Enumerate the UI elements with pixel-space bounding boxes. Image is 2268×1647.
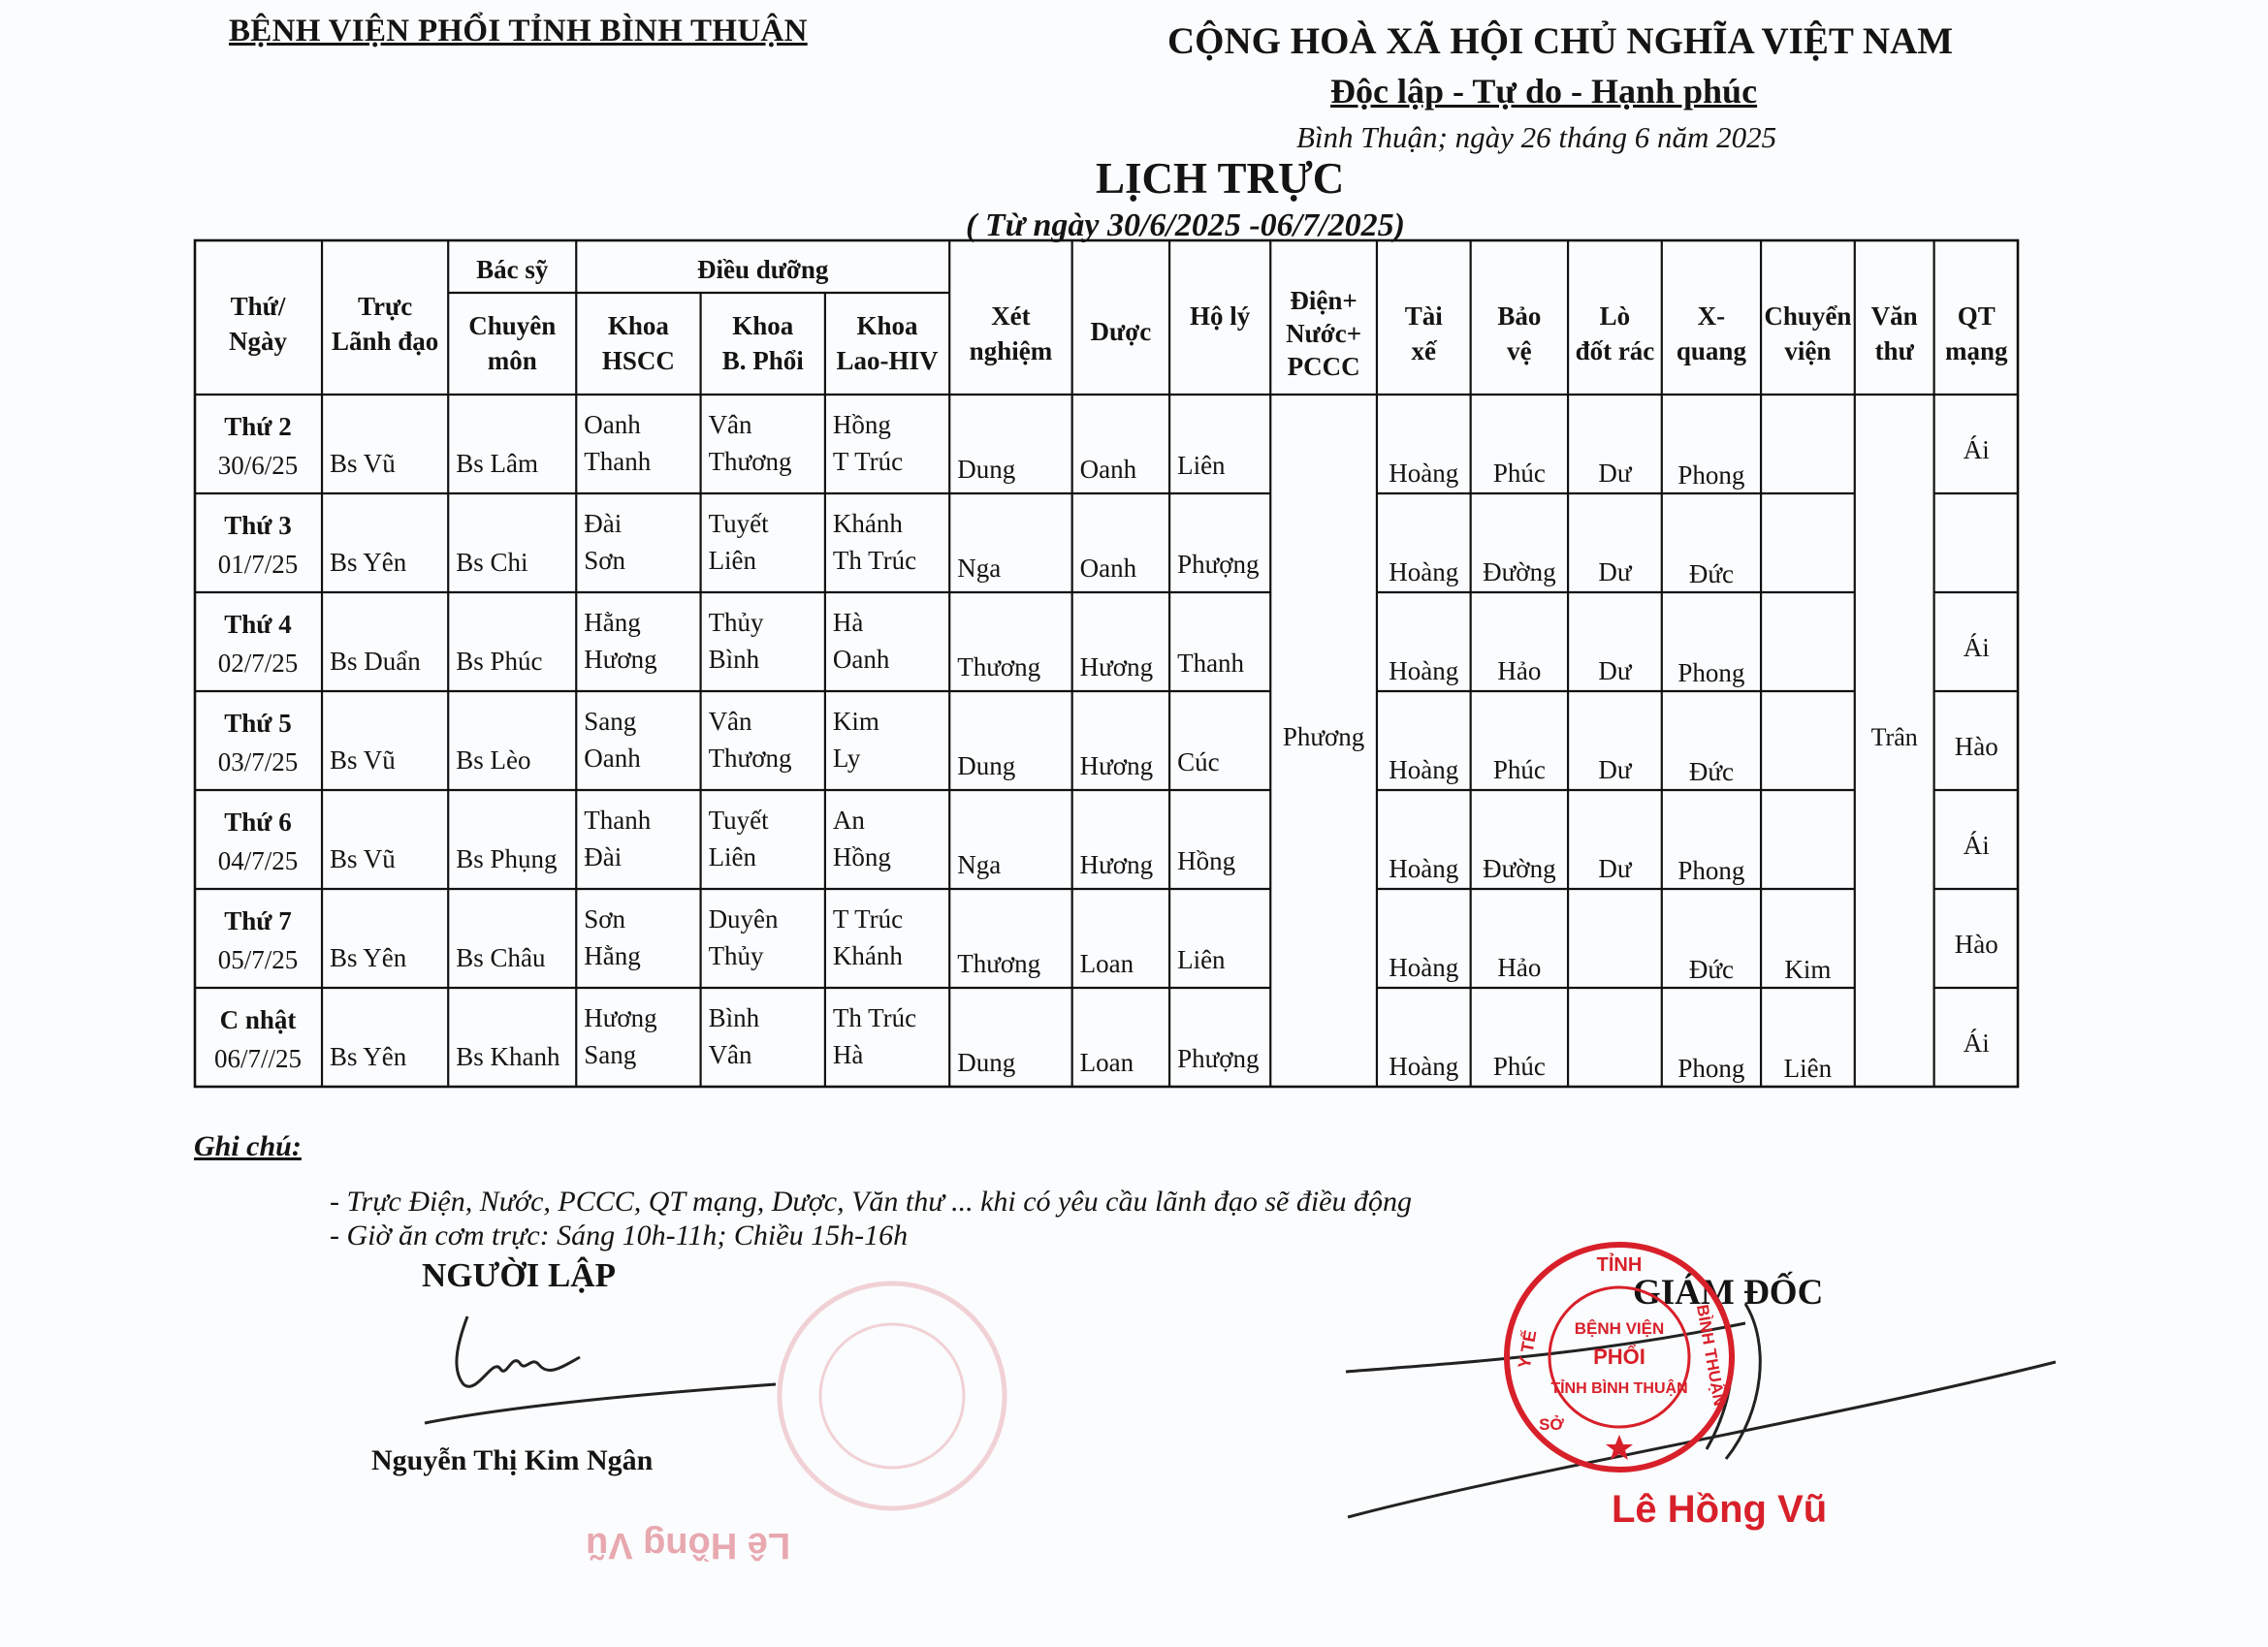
column-header: Điện+ [1290, 286, 1358, 315]
cell-xray: Đức [1688, 559, 1734, 588]
cell-bphoi: Thủy [708, 608, 764, 637]
cell-bphoi: Liên [708, 842, 757, 871]
cell-driver: Hoàng [1389, 557, 1459, 586]
cell-driver: Hoàng [1389, 953, 1459, 982]
cell-transfer: Liên [1783, 1054, 1833, 1083]
column-header: vệ [1507, 336, 1532, 365]
date-range: ( Từ ngày 30/6/2025 -06/7/2025) [966, 207, 1405, 243]
cell-network: Hào [1954, 732, 1998, 761]
cell-laohiv: T Trúc [832, 904, 904, 934]
cell-hscc: Hằng [584, 608, 641, 637]
column-header: Khoa [856, 311, 918, 340]
national-motto: Độc lập - Tự do - Hạnh phúc [1330, 72, 1758, 111]
cell-laohiv: Hà [832, 1040, 864, 1069]
cell-network: Ái [1963, 1029, 1990, 1058]
cell-hscc: Sang [584, 707, 637, 736]
cell-orderly: Liên [1177, 945, 1226, 974]
cell-doctor: Bs Lèo [456, 745, 531, 775]
row-day: Thứ 3 [224, 511, 292, 540]
maker-signature [407, 1299, 795, 1444]
cell-doctor: Bs Phúc [456, 647, 543, 676]
cell-utilities-merged: Phương [1282, 722, 1365, 752]
cell-doctor: Bs Lâm [456, 449, 538, 478]
column-header: Bảo [1497, 301, 1542, 331]
cell-laohiv: Kim [832, 707, 879, 736]
column-header: quang [1676, 336, 1746, 365]
cell-hscc: Oanh [584, 744, 641, 773]
cell-security: Phúc [1492, 459, 1546, 488]
cell-lab: Thương [957, 949, 1041, 978]
cell-incinerator: Dư [1598, 459, 1632, 488]
cell-orderly: Cúc [1177, 747, 1220, 776]
cell-driver: Hoàng [1389, 656, 1459, 685]
seal-line-3: TỈNH BÌNH THUẬN [1550, 1380, 1688, 1397]
maker-title: NGƯỜI LẬP [422, 1256, 616, 1294]
column-header: QT [1957, 301, 1996, 331]
cell-laohiv: Hồng [832, 842, 891, 871]
cell-lab: Thương [957, 652, 1041, 681]
cell-hscc: Hương [584, 1003, 657, 1032]
director-title: GIÁM ĐỐC [1633, 1273, 1824, 1313]
row-day: Thứ 6 [224, 808, 292, 837]
column-header: đốt rác [1575, 336, 1655, 365]
cell-doctor: Bs Chi [456, 548, 528, 577]
cell-pharmacy: Loan [1079, 1048, 1134, 1077]
seal-right-text: BÌNH THUẬN [1692, 1303, 1729, 1408]
row-day: Thứ 7 [224, 906, 292, 935]
cell-lab: Nga [957, 850, 1002, 879]
cell-hscc: Hằng [584, 941, 641, 970]
column-header: Lò [1599, 301, 1631, 331]
document-title: LỊCH TRỰC [1096, 154, 1345, 203]
cell-leader: Bs Vũ [330, 449, 396, 478]
cell-security: Phúc [1492, 1052, 1546, 1081]
cell-doctor: Bs Châu [456, 943, 546, 972]
cell-bphoi: Thương [708, 744, 792, 773]
column-header: môn [487, 346, 537, 375]
cell-security: Phúc [1492, 755, 1546, 784]
cell-clerical-merged: Trân [1870, 723, 1918, 752]
row-date: 01/7/25 [217, 550, 299, 579]
cell-leader: Bs Vũ [330, 745, 396, 775]
cell-bphoi: Vân [708, 410, 752, 439]
cell-laohiv: Khánh [832, 509, 903, 538]
column-header: Hộ lý [1190, 301, 1251, 331]
cell-incinerator: Dư [1598, 854, 1632, 883]
seal-line-2: PHỔI [1593, 1345, 1645, 1369]
column-header: X- [1697, 301, 1726, 331]
cell-laohiv: Khánh [832, 941, 903, 970]
cell-security: Hảo [1497, 656, 1542, 685]
cell-hscc: Hương [584, 645, 657, 674]
column-header: PCCC [1287, 352, 1360, 381]
cell-hscc: Đài [584, 842, 623, 871]
cell-laohiv: Hà [832, 608, 864, 637]
column-header: Lao-HIV [836, 346, 939, 375]
cell-bphoi: Bình [708, 645, 760, 674]
cell-doctor: Bs Khanh [456, 1042, 560, 1071]
cell-pharmacy: Oanh [1079, 554, 1137, 583]
cell-hscc: Thanh [584, 806, 652, 835]
row-date: 04/7/25 [217, 846, 299, 875]
cell-laohiv: Th Trúc [832, 1003, 917, 1032]
cell-network: Ái [1963, 633, 1990, 662]
notes-title: Ghi chú: [194, 1130, 302, 1162]
cell-hscc: Sơn [584, 546, 626, 575]
column-header: Xét [991, 301, 1031, 331]
cell-security: Đường [1483, 557, 1556, 586]
column-header: Ngày [229, 327, 288, 356]
cell-incinerator: Dư [1598, 557, 1632, 586]
cell-leader: Bs Vũ [330, 844, 396, 873]
cell-pharmacy: Loan [1079, 949, 1134, 978]
row-day: Thứ 4 [224, 610, 292, 639]
cell-orderly: Hồng [1177, 846, 1236, 875]
column-header: Dược [1090, 317, 1152, 346]
cell-orderly: Phượng [1177, 550, 1260, 579]
row-date: 05/7/25 [217, 945, 299, 974]
column-header: Văn [1870, 301, 1918, 331]
column-header: Chuyển [1764, 301, 1852, 331]
cell-pharmacy: Hương [1079, 652, 1154, 681]
cell-hscc: Sang [584, 1040, 637, 1069]
cell-laohiv: Th Trúc [832, 546, 917, 575]
cell-bphoi: Thủy [708, 941, 764, 970]
duty-schedule-table [194, 239, 2019, 1112]
column-header: xế [1411, 336, 1437, 365]
cell-leader: Bs Yên [330, 943, 407, 972]
cell-orderly: Phượng [1177, 1044, 1260, 1073]
cell-orderly: Liên [1177, 451, 1226, 480]
cell-bphoi: Bình [708, 1003, 760, 1032]
cell-leader: Bs Yên [330, 1042, 407, 1071]
column-header: Khoa [732, 311, 794, 340]
cell-laohiv: T Trúc [832, 447, 904, 476]
cell-bphoi: Vân [708, 1040, 752, 1069]
cell-pharmacy: Oanh [1079, 455, 1137, 484]
cell-leader: Bs Yên [330, 548, 407, 577]
cell-driver: Hoàng [1389, 755, 1459, 784]
cell-xray: Phong [1677, 658, 1745, 687]
cell-bphoi: Thương [708, 447, 792, 476]
row-day: Thứ 2 [224, 412, 292, 441]
cell-lab: Nga [957, 554, 1002, 583]
cell-incinerator: Dư [1598, 755, 1632, 784]
column-header: Thứ/ [230, 292, 286, 321]
cell-hscc: Oanh [584, 410, 641, 439]
column-header: viện [1784, 336, 1832, 365]
cell-bphoi: Liên [708, 546, 757, 575]
cell-transfer: Kim [1784, 955, 1832, 984]
cell-pharmacy: Hương [1079, 850, 1154, 879]
seal-bottom-text: SỞ [1539, 1415, 1564, 1434]
maker-name: Nguyễn Thị Kim Ngân [371, 1444, 654, 1476]
cell-network: Hào [1954, 930, 1998, 959]
cell-bphoi: Tuyết [708, 806, 769, 835]
row-date: 06/7//25 [214, 1044, 303, 1073]
seal-top-text: TỈNH [1596, 1254, 1643, 1276]
cell-network: Ái [1963, 831, 1990, 860]
column-header: mạng [1945, 336, 2008, 365]
column-header: Tài [1404, 301, 1443, 331]
seal-star-icon [1606, 1435, 1633, 1460]
cell-orderly: Thanh [1177, 649, 1245, 678]
cell-lab: Dung [957, 1048, 1016, 1077]
cell-laohiv: Oanh [832, 645, 890, 674]
seal-left-text: Y TẾ [1514, 1328, 1541, 1371]
director-name: Lê Hồng Vũ [1612, 1488, 1828, 1531]
national-title: CỘNG HOÀ XÃ HỘI CHỦ NGHĨA VIỆT NAM [1167, 20, 1954, 62]
cell-laohiv: Ly [832, 744, 861, 773]
row-date: 03/7/25 [217, 747, 299, 776]
row-day: Thứ 5 [224, 709, 292, 738]
row-date: 02/7/25 [217, 649, 299, 678]
cell-security: Hảo [1497, 953, 1542, 982]
cell-hscc: Sơn [584, 904, 626, 934]
cell-doctor: Bs Phụng [456, 844, 558, 873]
column-header: thư [1874, 336, 1914, 365]
place-date: Bình Thuận; ngày 26 tháng 6 năm 2025 [1296, 120, 1777, 154]
column-header: HSCC [601, 346, 675, 375]
cell-pharmacy: Hương [1079, 751, 1154, 780]
faded-seal-impression [756, 1260, 1028, 1532]
cell-xray: Phong [1677, 460, 1745, 490]
cell-lab: Dung [957, 751, 1016, 780]
cell-incinerator: Dư [1598, 656, 1632, 685]
cell-driver: Hoàng [1389, 1052, 1459, 1081]
cell-xray: Phong [1677, 856, 1745, 885]
column-header: nghiệm [969, 336, 1053, 365]
column-header: Khoa [607, 311, 669, 340]
cell-hscc: Thanh [584, 447, 652, 476]
cell-laohiv: An [832, 806, 865, 835]
row-day: C nhật [219, 1005, 297, 1034]
note-item-2: - Giờ ăn cơm trực: Sáng 10h-11h; Chiều 15h-16h [330, 1219, 909, 1251]
row-date: 30/6/25 [217, 451, 299, 480]
cell-xray: Phong [1677, 1054, 1745, 1083]
cell-hscc: Đài [584, 509, 623, 538]
cell-driver: Hoàng [1389, 854, 1459, 883]
cell-lab: Dung [957, 455, 1016, 484]
cell-bphoi: Tuyết [708, 509, 769, 538]
cell-bphoi: Vân [708, 707, 752, 736]
cell-driver: Hoàng [1389, 459, 1459, 488]
column-header: Chuyên [468, 311, 557, 340]
seal-line-1: BỆNH VIỆN [1574, 1319, 1665, 1338]
cell-network: Ái [1963, 435, 1990, 464]
column-header: Trực [358, 292, 413, 321]
cell-leader: Bs Duẩn [330, 647, 421, 676]
column-header: B. Phổi [721, 346, 804, 375]
hospital-name: BỆNH VIỆN PHỔI TỈNH BÌNH THUẬN [229, 14, 808, 48]
column-header: Nước+ [1286, 319, 1362, 348]
official-seal [1498, 1236, 1741, 1478]
column-header: Lãnh đạo [331, 327, 439, 356]
cell-bphoi: Duyên [708, 904, 779, 934]
note-item-1: - Trực Điện, Nước, PCCC, QT mạng, Dược, Văn thư ... khi có yêu cầu lãnh đạo sẽ điều động [330, 1186, 1412, 1218]
faded-director-name: Lê Hồng Vũ [586, 1525, 791, 1566]
cell-security: Đường [1483, 854, 1556, 883]
cell-xray: Đức [1688, 955, 1734, 984]
group-header-doctor: Bác sỹ [476, 255, 549, 284]
cell-xray: Đức [1688, 757, 1734, 786]
group-header-nursing: Điều dưỡng [697, 255, 829, 284]
cell-laohiv: Hồng [832, 410, 891, 439]
